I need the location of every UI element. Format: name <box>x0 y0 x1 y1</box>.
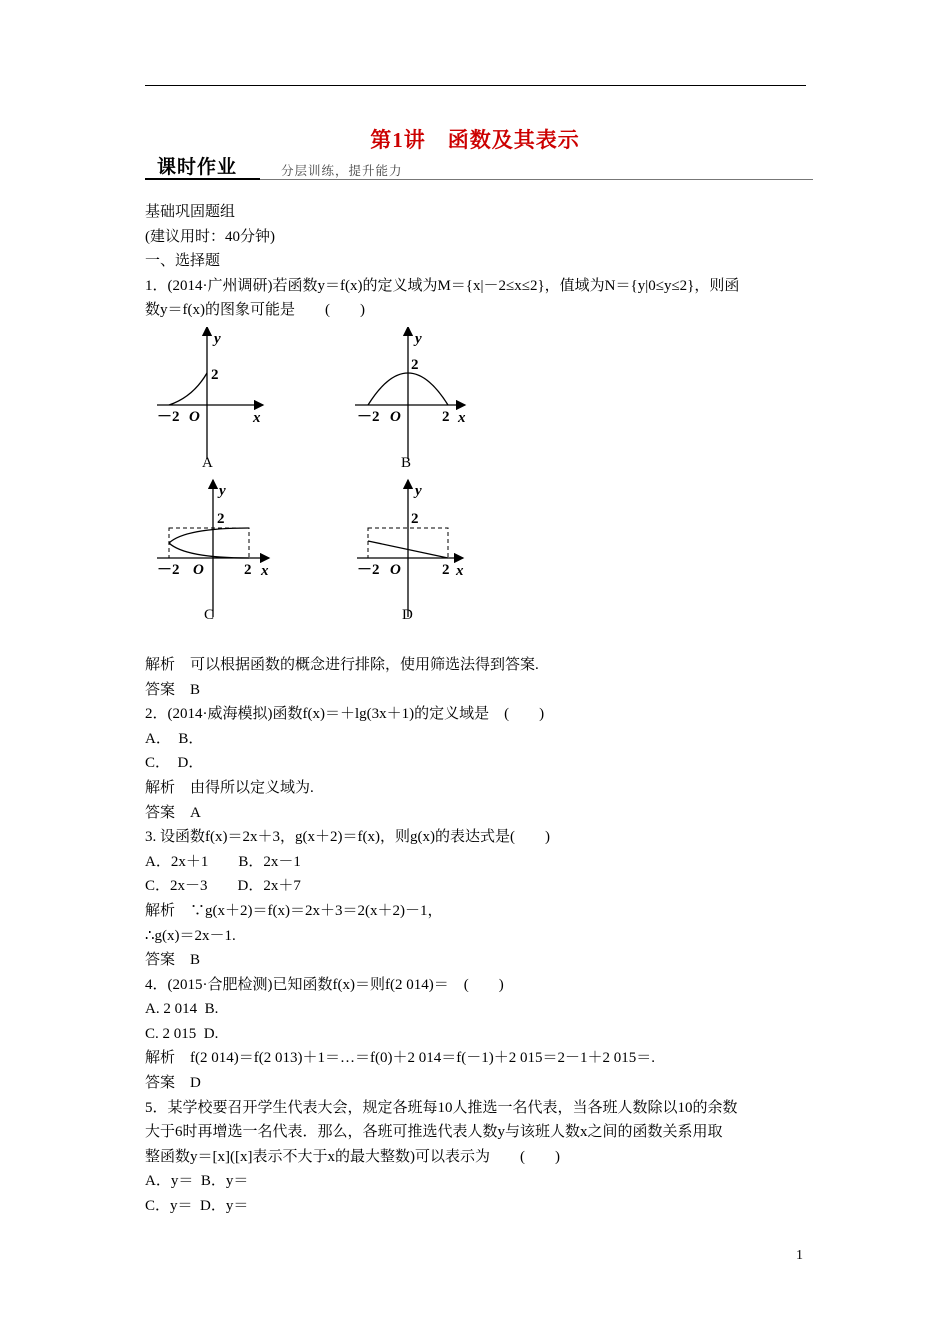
q3-options-cd: C．2x－3 D．2x＋7 <box>145 878 301 895</box>
tick-label: －2 <box>357 408 380 425</box>
banner-underline <box>145 178 260 180</box>
graph-a <box>157 327 263 471</box>
curve-c <box>169 528 249 558</box>
q3-stem: 3. 设函数f(x)＝2x＋3，g(x＋2)＝f(x)，则g(x)的表达式是( ) <box>145 829 550 846</box>
tick-label: 2 <box>442 561 450 578</box>
q2-stem: 2．(2014·威海模拟)函数f(x)＝＋lg(3x＋1)的定义域是 ( ) <box>145 706 545 723</box>
group-heading: 基础巩固题组 <box>145 204 236 220</box>
axis-x-label: x <box>456 562 464 579</box>
origin-label: O <box>193 561 204 578</box>
axis-x-label: x <box>253 409 261 426</box>
tick-label: －2 <box>157 561 180 578</box>
tick-label: 2 <box>411 510 419 527</box>
q2-analysis: 解析 由得所以定义域为. <box>145 779 314 796</box>
q5-options-cd: C．y＝ D．y＝ <box>145 1198 249 1215</box>
q1-stem-line2: 数y＝f(x)的图象可能是 ( ) <box>145 302 365 319</box>
tick-label: 2 <box>211 366 219 383</box>
page-number: 1 <box>796 1248 803 1263</box>
q1-stem-line1: 1．(2014·广州调研)若函数y＝f(x)的定义域为M＝{x|－2≤x≤2}，值域为N＝{y|0≤y≤2}，则函 <box>145 277 740 294</box>
lesson-title: 第1讲 函数及其表示 <box>370 128 580 152</box>
q5-stem-line1: 5．某学校要召开学生代表大会，规定各班每10人推选一名代表，当各班人数除以10的余数 <box>145 1099 738 1116</box>
q3-analysis-cont: ∴g(x)＝2x－1. <box>145 927 236 944</box>
q2-answer: 答案 A <box>145 804 201 821</box>
origin-label: O <box>189 408 200 425</box>
curve-a <box>169 373 207 405</box>
tick-label: 2 <box>244 561 252 578</box>
homework-subtitle: 分层训练，提升能力 <box>281 163 403 178</box>
homework-label: 课时作业 <box>157 156 238 178</box>
q5-stem-line3: 整函数y＝[x]([x]表示不大于x的最大整数)可以表示为 ( ) <box>145 1148 560 1165</box>
q4-stem: 4．(2015·合肥检测)已知函数f(x)＝则f(2 014)＝ ( ) <box>145 976 504 993</box>
q2-options-cd: C． D． <box>145 755 204 772</box>
exercise-body <box>145 200 815 1219</box>
axis-x-label: x <box>261 562 269 579</box>
tick-label: －2 <box>157 408 180 425</box>
axis-y-label: y <box>415 330 422 347</box>
homework-banner <box>145 152 813 182</box>
q3-options-ab: A．2x＋1 B．2x－1 <box>145 853 301 870</box>
origin-label: O <box>390 408 401 425</box>
q3-analysis: 解析 ∵g(x＋2)＝f(x)＝2x＋3＝2(x＋2)－1， <box>145 902 443 919</box>
time-suggestion: (建议用时：40分钟) <box>145 228 275 245</box>
q1-figure <box>145 327 815 647</box>
q1-answer: 答案 B <box>145 681 201 698</box>
part-heading: 一、选择题 <box>145 253 221 270</box>
origin-label: O <box>390 561 401 578</box>
tick-label: 2 <box>442 408 450 425</box>
bounding-box <box>169 528 249 558</box>
banner-rule <box>260 179 813 180</box>
q2-options-ab: A． B． <box>145 730 204 747</box>
q4-answer: 答案 D <box>145 1075 201 1092</box>
graph-b <box>355 327 466 471</box>
axis-x-label: x <box>458 409 466 426</box>
axis-y-label: y <box>214 330 221 347</box>
tick-label: 2 <box>217 510 225 527</box>
axis-y-label: y <box>219 482 226 499</box>
q1-analysis: 解析 可以根据函数的概念进行排除，使用筛选法得到答案. <box>145 656 539 673</box>
graph-d <box>357 480 464 623</box>
q5-stem-line2: 大于6时再增选一名代表．那么，各班可推选代表人数y与该班人数x之间的函数关系用取 <box>145 1124 723 1141</box>
tick-label: 2 <box>411 356 419 373</box>
option-label: A <box>202 454 213 471</box>
q4-options-ab: A. 2 014 B. <box>145 1001 219 1018</box>
q3-answer: 答案 B <box>145 952 201 969</box>
option-label: C <box>204 606 215 623</box>
tick-label: －2 <box>357 561 380 578</box>
q1-graphs <box>145 327 815 647</box>
option-label: B <box>401 454 412 471</box>
q4-options-cd: C. 2 015 D. <box>145 1025 219 1042</box>
axis-y-label: y <box>415 482 422 499</box>
header-rule <box>145 85 806 86</box>
graph-c <box>157 480 269 623</box>
q4-analysis: 解析 f(2 014)＝f(2 013)＋1＝…＝f(0)＋2 014＝f(－1)＋2 015＝2－1＋2 015＝. <box>145 1050 655 1067</box>
q5-options-ab: A．y＝ B．y＝ <box>145 1173 249 1190</box>
option-label: D <box>402 606 413 623</box>
